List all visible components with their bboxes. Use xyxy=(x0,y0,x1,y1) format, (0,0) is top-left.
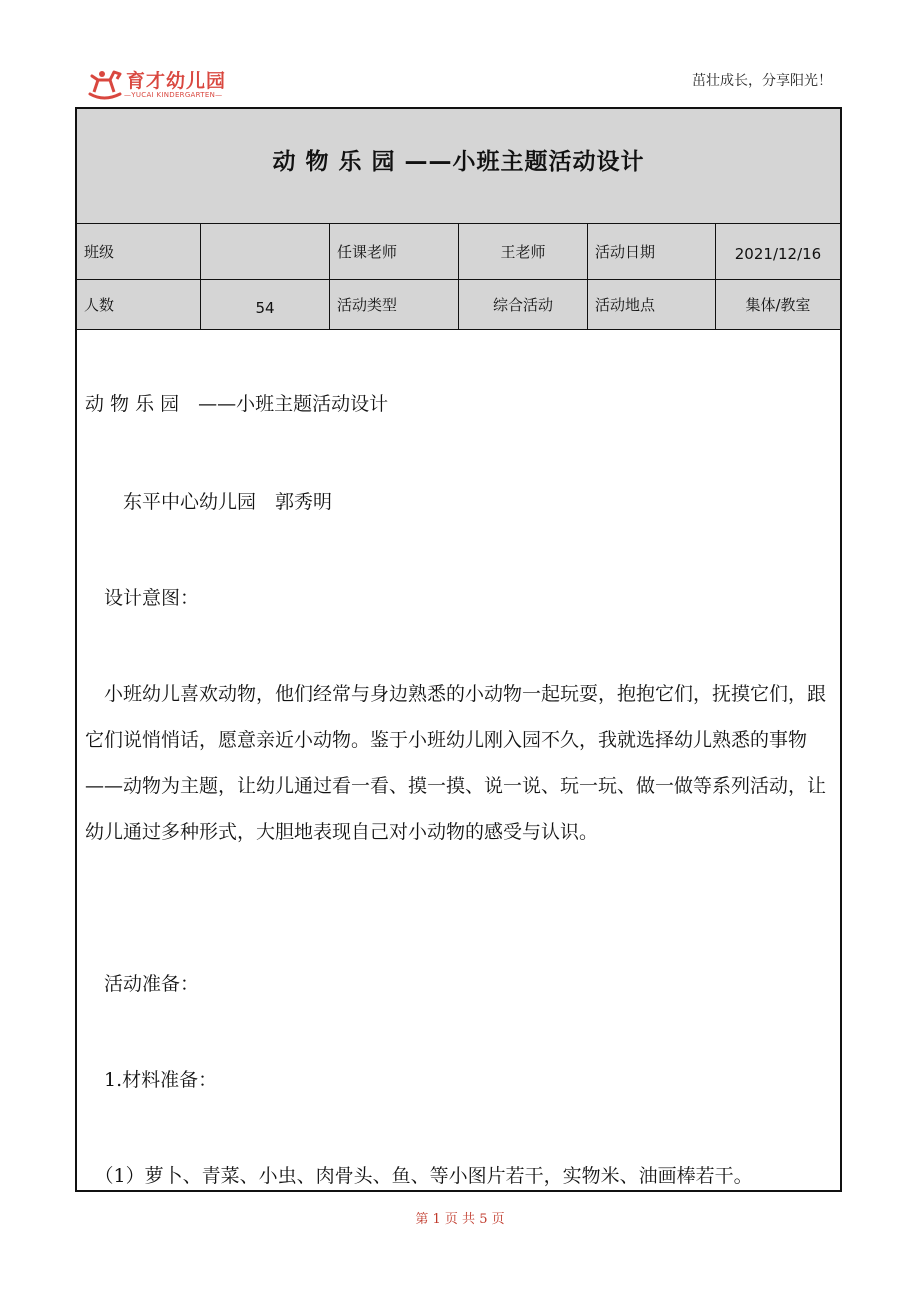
info-row-1 xyxy=(77,224,840,280)
value-date: 2021/12/16 xyxy=(734,244,822,263)
logo-subtitle: —YUCAI KINDERGARTEN— xyxy=(124,91,223,99)
label-headcount: 人数 xyxy=(77,280,201,329)
title-band xyxy=(77,109,840,224)
header-slogan: 茁壮成长，分享阳光！ xyxy=(692,73,832,89)
label-teacher: 任课老师 xyxy=(330,224,459,279)
kindergarten-logo xyxy=(84,64,244,104)
page-footer: 第 1 页 共 5 页 xyxy=(415,1212,505,1227)
body-author: 东平中心幼儿园 郭秀明 xyxy=(85,491,333,513)
label-date: 活动日期 xyxy=(588,224,716,279)
design-intent-heading: 设计意图： xyxy=(85,587,200,609)
value-headcount: 54 xyxy=(201,280,330,329)
info-row-2 xyxy=(77,280,840,330)
materials-item-1: （1）萝卜、青菜、小虫、肉骨头、鱼、等小图片若干，实物米、油画棒若干。 xyxy=(85,1165,753,1187)
rocking-horse-icon xyxy=(84,66,124,102)
materials-heading: 1.材料准备： xyxy=(85,1069,218,1091)
value-location: 集体/教室 xyxy=(745,296,811,314)
label-location: 活动地点 xyxy=(588,280,716,329)
lesson-plan-frame xyxy=(75,107,842,1192)
value-class xyxy=(201,224,330,279)
label-class: 班级 xyxy=(77,224,201,279)
document-title: 动 物 乐 园 ——小班主题活动设计 xyxy=(272,149,645,175)
body-title: 动 物 乐 园 ——小班主题活动设计 xyxy=(85,393,389,415)
design-intent-paragraph: 小班幼儿喜欢动物，他们经常与身边熟悉的小动物一起玩耍，抱抱它们，抚摸它们，跟它们说悄悄话，愿意亲近小动物。鉴于小班幼儿刚入园不久，我就选择幼儿熟悉的事物——动物为主题，让幼儿通过看一看、摸一摸、说一说、玩一玩、做一做等系列活动，让幼儿通过多种形式，大胆地表现自己对小动物的感受与认识。 xyxy=(85,683,827,843)
label-activity-type: 活动类型 xyxy=(330,280,459,329)
value-teacher: 王老师 xyxy=(459,224,588,279)
logo-title: 育才幼儿园 xyxy=(126,70,227,92)
preparation-heading: 活动准备： xyxy=(85,973,200,995)
value-activity-type: 综合活动 xyxy=(459,280,588,329)
